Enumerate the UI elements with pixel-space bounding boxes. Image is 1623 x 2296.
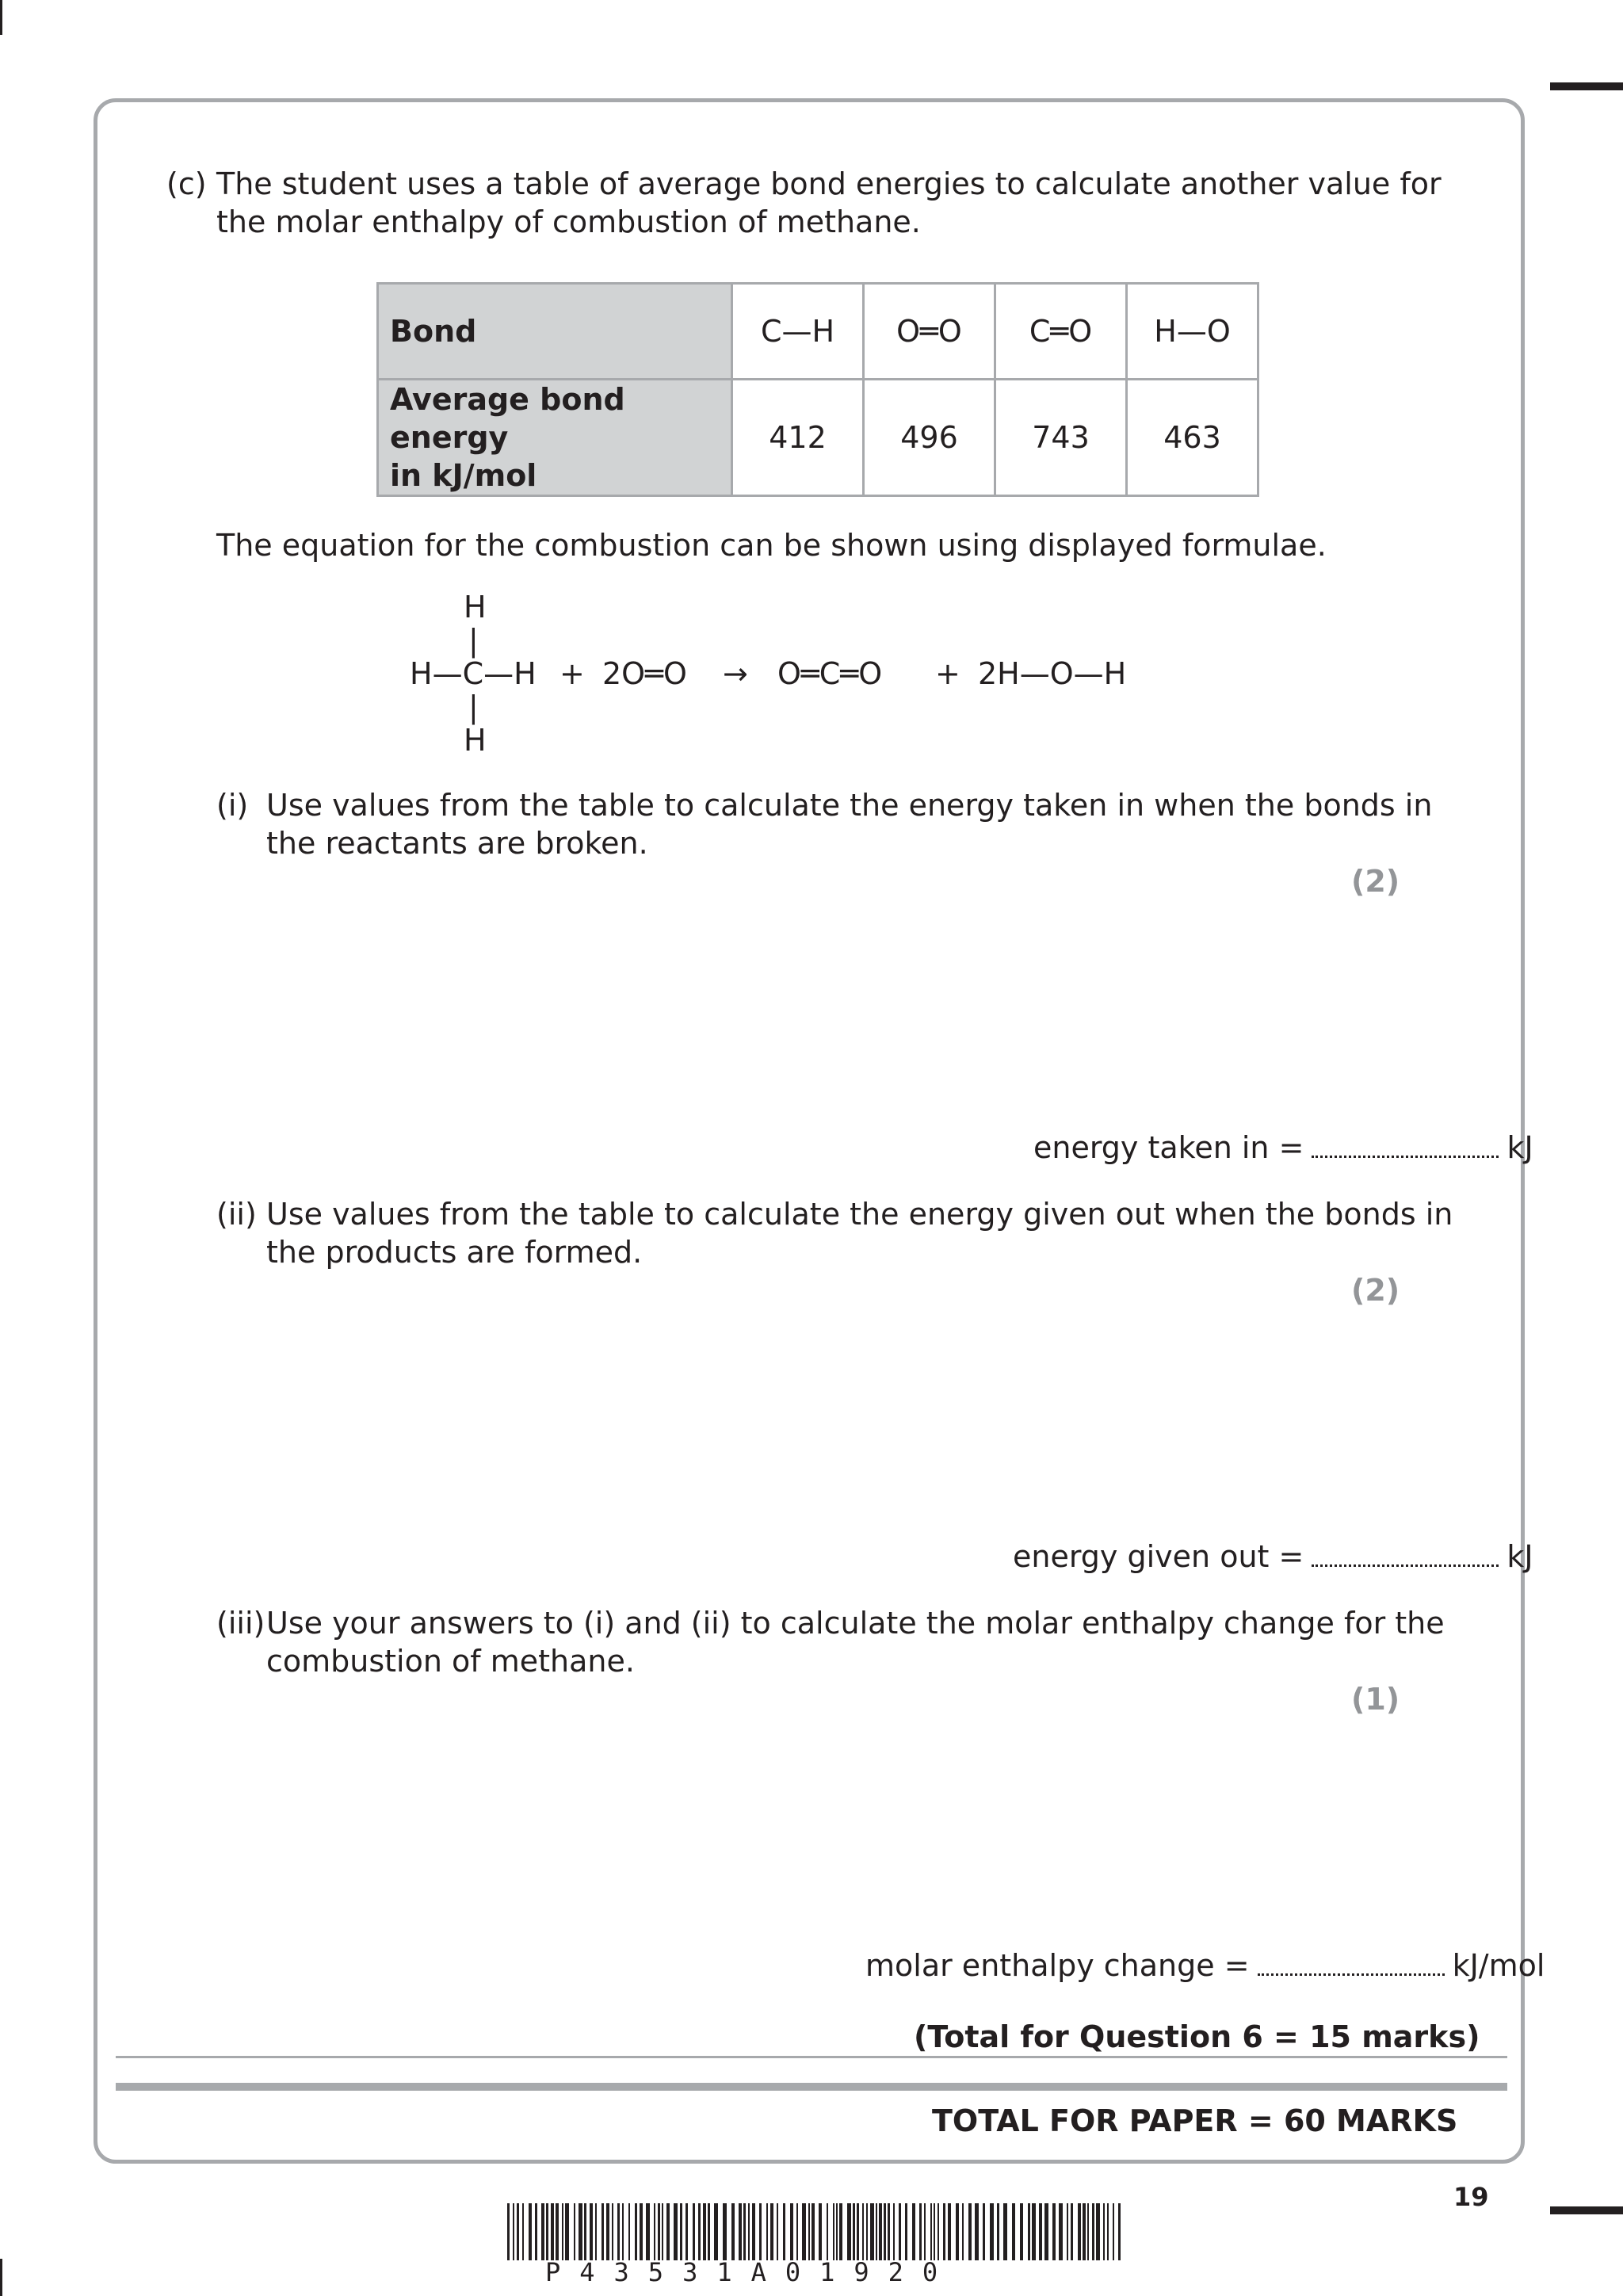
barcode-bar <box>870 2203 874 2260</box>
question-total: (Total for Question 6 = 15 marks) <box>914 2019 1480 2054</box>
barcode-bar <box>723 2203 727 2260</box>
barcode-bar <box>777 2203 778 2260</box>
part-c-line2: the molar enthalpy of combustion of methane. <box>216 204 921 239</box>
barcode-bar <box>590 2203 593 2260</box>
barcode-bar <box>943 2203 945 2260</box>
barcode-bar <box>833 2203 834 2260</box>
reaction-arrow: → <box>723 656 748 691</box>
barcode-bar <box>857 2203 859 2260</box>
barcode-bar <box>924 2203 926 2260</box>
barcode-bar <box>759 2203 762 2260</box>
table-header-energy <box>378 380 732 496</box>
table-header-energy-line2: in kJ/mol <box>390 458 537 493</box>
barcode-bar <box>1071 2203 1073 2260</box>
barcode-bar <box>693 2203 695 2260</box>
table-cell: 463 <box>1127 380 1258 496</box>
barcode-bar <box>839 2203 842 2260</box>
barcode-bar <box>827 2203 828 2260</box>
barcode-bar <box>562 2203 563 2260</box>
part-i-marks: (2) <box>1351 864 1400 899</box>
barcode-bar <box>551 2203 554 2260</box>
barcode-bar <box>968 2203 972 2260</box>
part-i-line2: the reactants are broken. <box>266 826 648 861</box>
barcode-bar <box>879 2203 882 2260</box>
part-iii-answer-line <box>865 1946 1545 1985</box>
barcode-bar <box>622 2203 624 2260</box>
crop-mark-top-left <box>0 0 2 35</box>
part-i-label: (i) <box>216 788 249 823</box>
table-cell: C═O <box>995 284 1127 380</box>
barcode-bar <box>888 2203 890 2260</box>
answer-label: energy taken in = <box>1033 1130 1304 1165</box>
answer-unit: kJ <box>1507 1130 1533 1165</box>
barcode-bar <box>748 2203 750 2260</box>
table-row <box>378 380 1258 496</box>
answer-blank[interactable] <box>1258 1973 1445 1976</box>
methane-structure: H—C—H <box>410 656 537 691</box>
barcode-bar <box>1087 2203 1089 2260</box>
water-formula: 2H—O—H <box>978 656 1127 691</box>
barcode-bar <box>714 2203 718 2260</box>
table-header-bond: Bond <box>378 284 732 380</box>
table-cell: H—O <box>1127 284 1258 380</box>
barcode-bar <box>847 2203 851 2260</box>
barcode-bar <box>685 2203 688 2260</box>
barcode-bar <box>802 2203 806 2260</box>
barcode-bar <box>862 2203 864 2260</box>
part-c-line1: The student uses a table of average bond energies to calculate another value for <box>216 166 1442 201</box>
part-iii-line1: Use your answers to (i) and (ii) to calculate the molar enthalpy change for the <box>266 1606 1445 1641</box>
barcode-bar <box>1096 2203 1100 2260</box>
barcode-bar <box>556 2203 559 2260</box>
barcode-bar <box>808 2203 810 2260</box>
barcode-bar <box>956 2203 959 2260</box>
table-cell: 496 <box>864 380 995 496</box>
barcode-bar <box>606 2203 609 2260</box>
barcode-bar <box>770 2203 773 2260</box>
barcode-bar <box>680 2203 682 2260</box>
barcode-bar <box>997 2203 999 2260</box>
divider-thick <box>116 2083 1507 2091</box>
barcode-bar <box>766 2203 768 2260</box>
barcode-bar <box>743 2203 746 2260</box>
barcode-bar <box>752 2203 755 2260</box>
barcode-bar <box>983 2203 985 2260</box>
barcode-bar <box>739 2203 742 2260</box>
barcode-bar <box>905 2203 907 2260</box>
plus-sign: + <box>559 656 585 691</box>
barcode-bar <box>666 2203 670 2260</box>
barcode-bar <box>628 2203 630 2260</box>
barcode-bar <box>1039 2203 1042 2260</box>
barcode-bar <box>1052 2203 1056 2260</box>
barcode-bar <box>1028 2203 1030 2260</box>
barcode-bar <box>698 2203 701 2260</box>
methane-top-h: H <box>464 590 487 625</box>
barcode-bar <box>565 2203 569 2260</box>
answer-blank[interactable] <box>1312 1564 1499 1567</box>
barcode-bar <box>876 2203 877 2260</box>
oxygen-formula: 2O═O <box>602 656 687 691</box>
barcode-bar <box>658 2203 660 2260</box>
barcode-bar <box>1103 2203 1105 2260</box>
table-row <box>378 284 1258 380</box>
barcode-bar <box>731 2203 735 2260</box>
barcode-bar <box>662 2203 663 2260</box>
part-ii-answer-line <box>1013 1538 1533 1576</box>
table-cell: 743 <box>995 380 1127 496</box>
barcode-bar <box>517 2203 519 2260</box>
barcode-bar <box>584 2203 586 2260</box>
barcode-bar <box>513 2203 514 2260</box>
barcode-bar <box>836 2203 838 2260</box>
table-cell: O═O <box>864 284 995 380</box>
barcode <box>507 2203 1127 2260</box>
barcode-bar <box>1107 2203 1109 2260</box>
part-iii-marks: (1) <box>1351 1682 1400 1717</box>
co2-formula: O═C═O <box>777 656 883 691</box>
barcode-bar <box>990 2203 994 2260</box>
barcode-bar <box>853 2203 855 2260</box>
barcode-bar <box>635 2203 637 2260</box>
barcode-bar <box>546 2203 548 2260</box>
barcode-bar <box>1092 2203 1094 2260</box>
part-iii-label: (iii) <box>216 1606 265 1641</box>
page-number: 19 <box>1453 2182 1489 2212</box>
barcode-bar <box>574 2203 575 2260</box>
crop-mark-bottom-left <box>0 2259 2 2296</box>
barcode-bar <box>819 2203 822 2260</box>
answer-label: molar enthalpy change = <box>865 1948 1250 1983</box>
barcode-bar <box>919 2203 922 2260</box>
paper-total: TOTAL FOR PAPER = 60 MARKS <box>932 2103 1458 2138</box>
table-cell: 412 <box>732 380 864 496</box>
part-iii-line2: combustion of methane. <box>266 1644 635 1679</box>
barcode-bar <box>1059 2203 1063 2260</box>
part-ii-line2: the products are formed. <box>266 1235 643 1270</box>
barcode-bar <box>930 2203 932 2260</box>
barcode-bar <box>612 2203 613 2260</box>
barcode-bar <box>617 2203 620 2260</box>
barcode-bar <box>912 2203 915 2260</box>
barcode-bar <box>1032 2203 1036 2260</box>
barcode-bar <box>1083 2203 1086 2260</box>
barcode-bar <box>1044 2203 1048 2260</box>
barcode-bar <box>674 2203 678 2260</box>
barcode-bar <box>708 2203 710 2260</box>
barcode-bar <box>812 2203 815 2260</box>
barcode-bar <box>1067 2203 1068 2260</box>
barcode-bar <box>948 2203 951 2260</box>
barcode-bar <box>507 2203 510 2260</box>
barcode-bar <box>541 2203 544 2260</box>
answer-blank[interactable] <box>1312 1155 1499 1158</box>
crop-mark-right-bottom <box>1550 2206 1623 2214</box>
barcode-bar <box>646 2203 650 2260</box>
answer-unit: kJ/mol <box>1452 1948 1545 1983</box>
part-i-answer-line <box>1033 1129 1533 1167</box>
part-c-label: (c) <box>166 166 207 201</box>
barcode-bar <box>975 2203 979 2260</box>
barcode-text: P43531A01920 <box>545 2257 957 2287</box>
part-i-line1: Use values from the table to calculate the energy taken in when the bonds in <box>266 788 1433 823</box>
methane-bottom-bond: | <box>468 690 479 724</box>
equation-intro: The equation for the combustion can be shown using displayed formulae. <box>216 528 1327 563</box>
barcode-bar <box>899 2203 901 2260</box>
barcode-bar <box>796 2203 798 2260</box>
barcode-bar <box>601 2203 604 2260</box>
methane-top-bond: | <box>468 623 479 658</box>
table-header-energy-line1: Average bond energy <box>390 382 625 455</box>
barcode-bar <box>535 2203 537 2260</box>
barcode-bar <box>790 2203 793 2260</box>
barcode-bar <box>654 2203 655 2260</box>
answer-label: energy given out = <box>1013 1539 1304 1574</box>
divider-thin <box>116 2056 1507 2058</box>
barcode-bar <box>934 2203 935 2260</box>
barcode-bar <box>1012 2203 1015 2260</box>
barcode-bar <box>866 2203 868 2260</box>
barcode-bar <box>1003 2203 1007 2260</box>
barcode-bar <box>579 2203 582 2260</box>
barcode-bar <box>1118 2203 1121 2260</box>
part-ii-marks: (2) <box>1351 1273 1400 1308</box>
barcode-bar <box>893 2203 895 2260</box>
barcode-bar <box>1078 2203 1081 2260</box>
barcode-bar <box>595 2203 597 2260</box>
bond-energy-table <box>376 282 1259 497</box>
barcode-bar <box>522 2203 524 2260</box>
barcode-bar <box>884 2203 886 2260</box>
barcode-bar <box>1113 2203 1114 2260</box>
barcode-bar <box>703 2203 706 2260</box>
methane-bottom-h: H <box>464 723 487 758</box>
crop-mark-right-top <box>1550 82 1623 90</box>
part-ii-line1: Use values from the table to calculate the energy given out when the bonds in <box>266 1197 1453 1232</box>
barcode-bar <box>962 2203 964 2260</box>
barcode-bar <box>1020 2203 1023 2260</box>
barcode-bar <box>529 2203 532 2260</box>
barcode-bar <box>640 2203 643 2260</box>
part-ii-label: (ii) <box>216 1197 257 1232</box>
plus-sign: + <box>935 656 960 691</box>
barcode-bar <box>783 2203 785 2260</box>
barcode-bar <box>938 2203 939 2260</box>
answer-unit: kJ <box>1507 1539 1533 1574</box>
table-cell: C—H <box>732 284 864 380</box>
